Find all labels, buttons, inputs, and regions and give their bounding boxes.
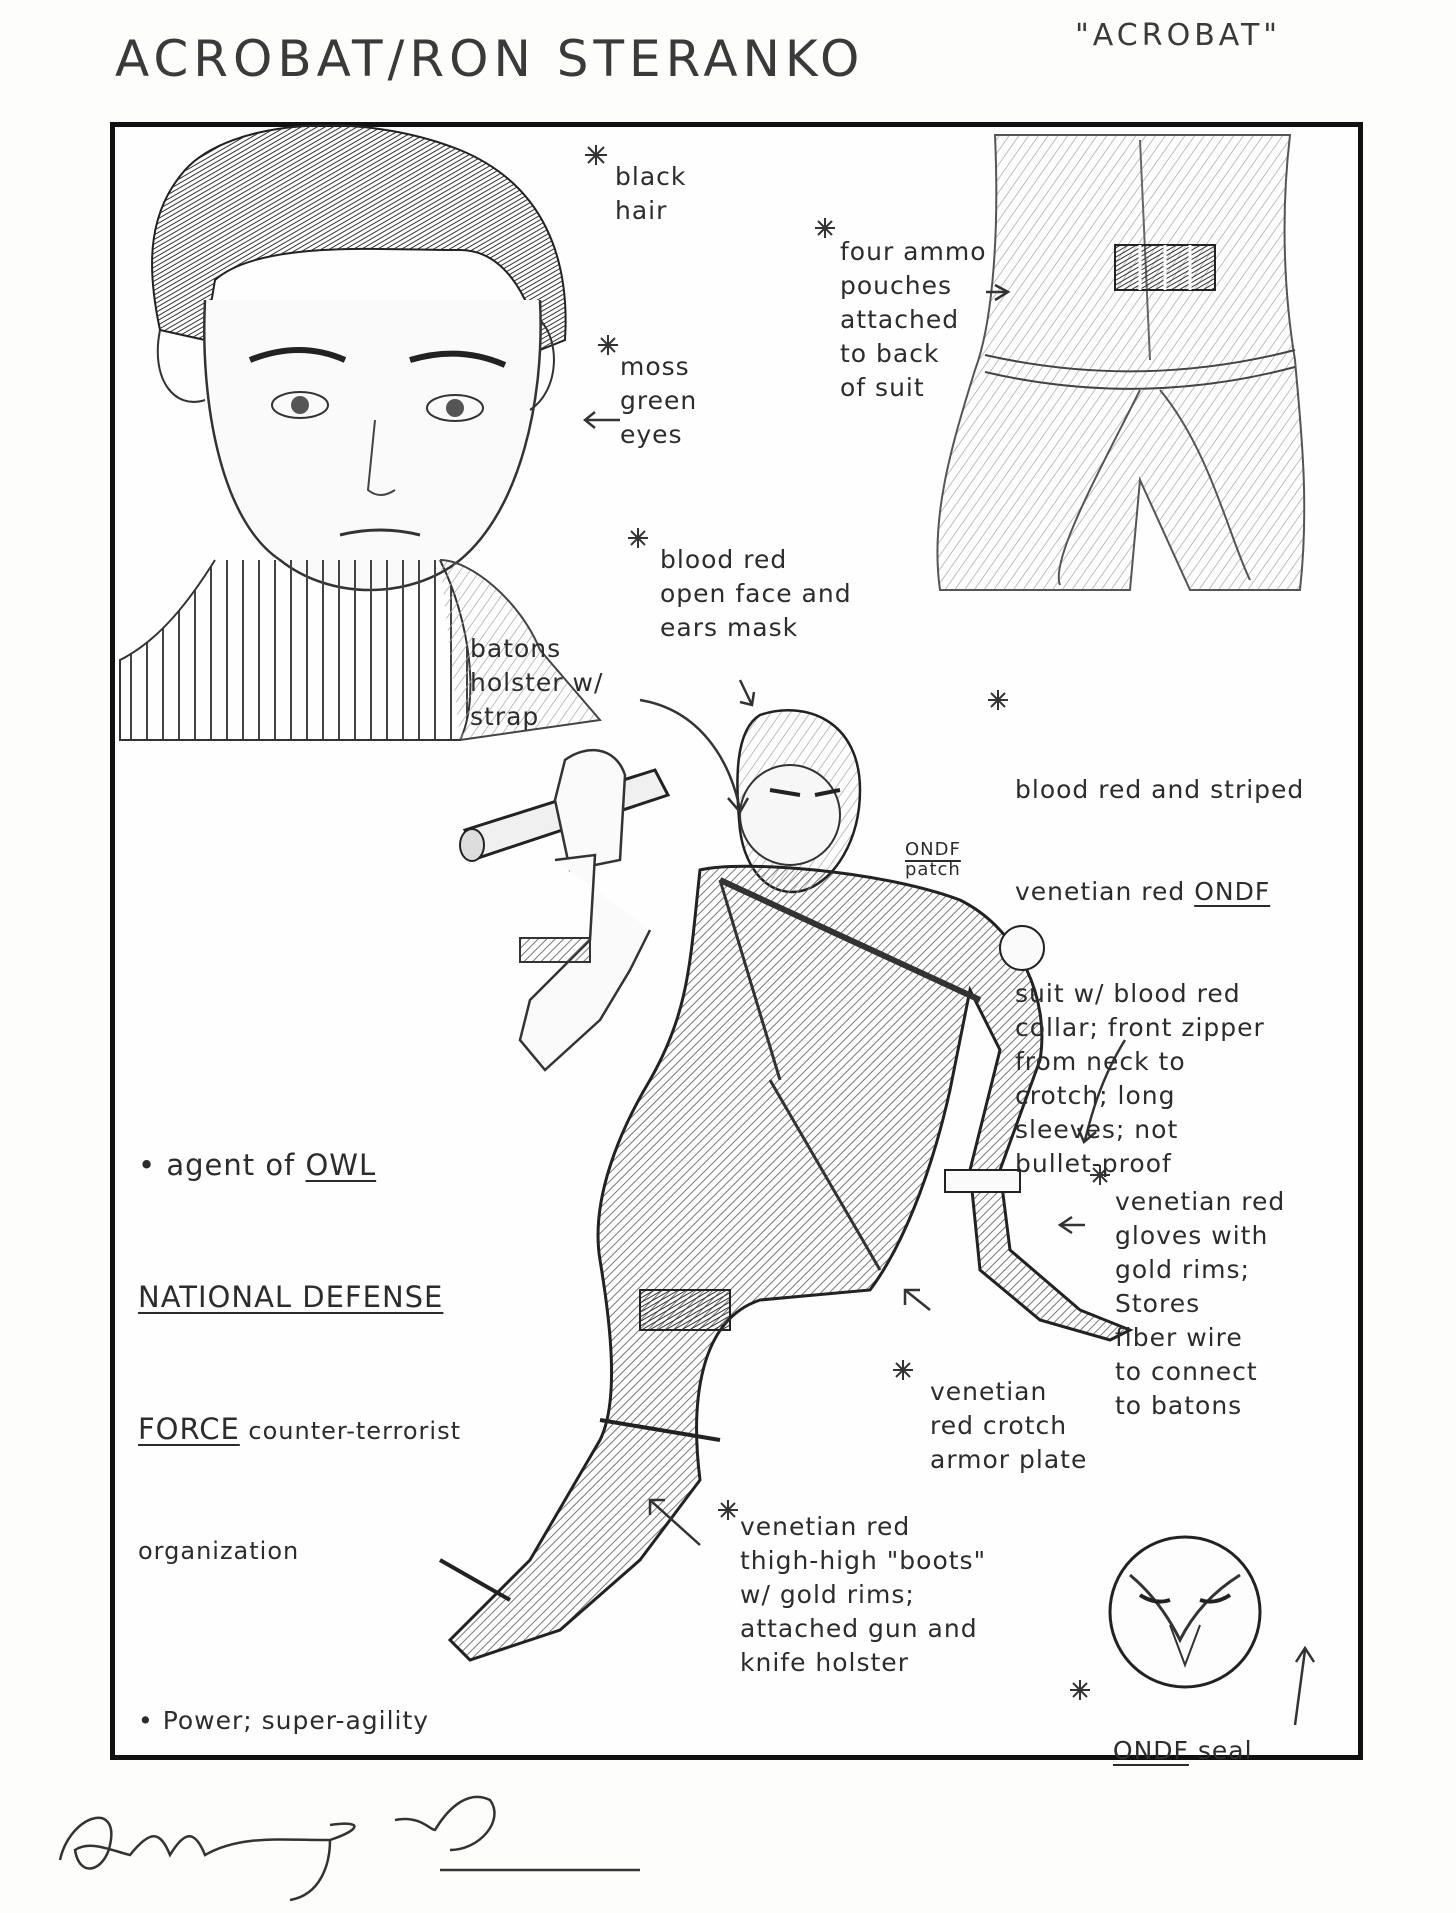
bio-line3: counter-terrorist bbox=[239, 1417, 461, 1445]
seal-note bbox=[1095, 1700, 1253, 1768]
batons-note: batons holster w/ strap bbox=[470, 634, 604, 731]
bio-line1: • agent of bbox=[138, 1148, 306, 1182]
ondf-patch-word: patch bbox=[905, 859, 961, 880]
artist-signature bbox=[60, 1797, 640, 1900]
boots-note: venetian red thigh-high "boots" w/ gold rims; attached gun and knife holster bbox=[740, 1512, 987, 1677]
suit-note-line2: venetian red bbox=[1015, 877, 1195, 906]
bio-block bbox=[138, 1065, 461, 1781]
ondf-patch-label: ONDF bbox=[905, 839, 961, 860]
eyes-note: moss green eyes bbox=[620, 352, 698, 449]
seal-note-word: seal bbox=[1188, 1736, 1253, 1765]
ondf-seal-drawing bbox=[1110, 1537, 1260, 1687]
seal-note-ondf: ONDF bbox=[1112, 1736, 1189, 1765]
page-title: ACROBAT/RON STERANKO bbox=[115, 30, 865, 88]
suit-note-line1: blood red and striped bbox=[1015, 775, 1305, 804]
bio-owl: OWL bbox=[305, 1148, 377, 1182]
bio-force: FORCE bbox=[138, 1412, 240, 1446]
back-view-drawing bbox=[937, 135, 1304, 590]
bio-line4: organization bbox=[138, 1537, 300, 1565]
page-subtitle: "ACROBAT" bbox=[1075, 18, 1282, 53]
mask-note: blood red open face and ears mask bbox=[660, 545, 852, 642]
ondf-patch-note bbox=[905, 840, 961, 880]
suit-note bbox=[1015, 705, 1304, 1215]
bio-power: • Power; super-agility bbox=[138, 1706, 430, 1735]
gloves-note: venetian red gloves with gold rims; Stores fiber wire to connect to batons bbox=[1115, 1187, 1286, 1420]
crotch-plate-note: venetian red crotch armor plate bbox=[930, 1377, 1088, 1474]
suit-note-ondf: ONDF bbox=[1194, 877, 1271, 906]
suit-note-rest: suit w/ blood red collar; front zipper from neck to crotch; long sleeves; not bullet-proof bbox=[1015, 979, 1265, 1178]
bio-line2: NATIONAL DEFENSE bbox=[138, 1280, 444, 1314]
hair-note: black hair bbox=[615, 162, 687, 225]
ammo-pouches-note: four ammo pouches attached to back of suit bbox=[840, 237, 987, 402]
